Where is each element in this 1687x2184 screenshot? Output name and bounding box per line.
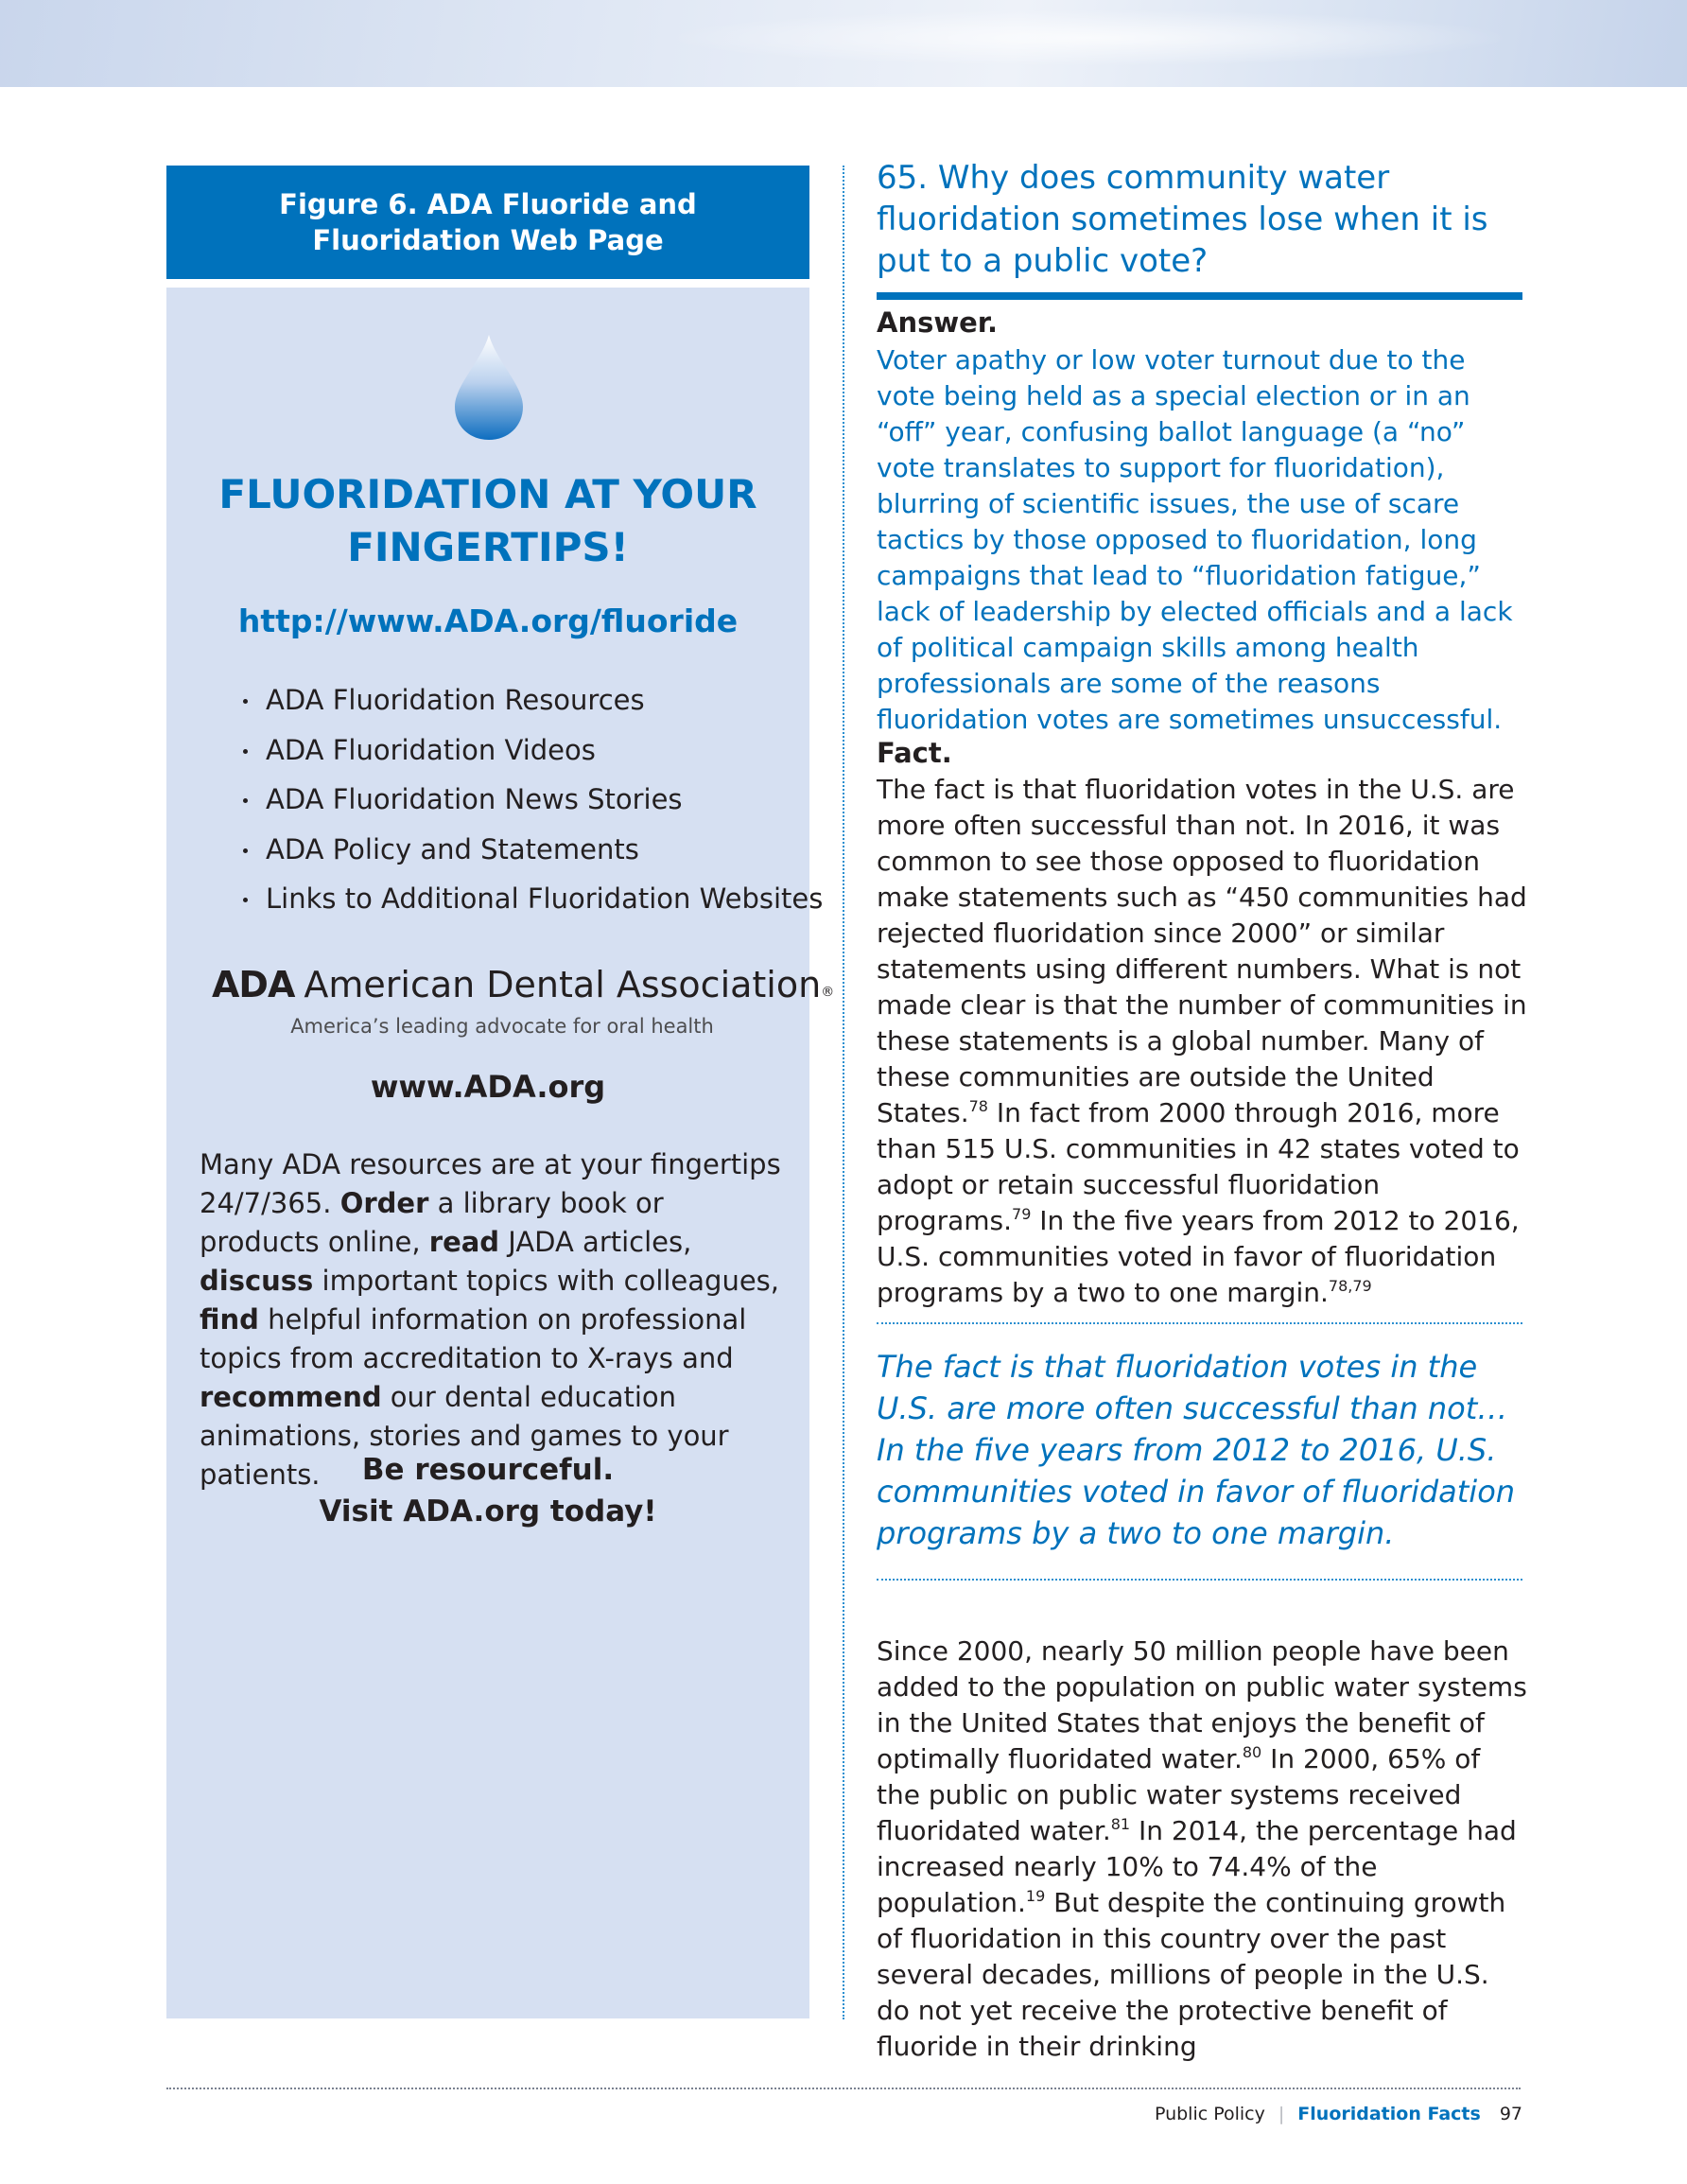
para-text: a library book or products online, — [200, 1187, 664, 1258]
figure-title-line-1: Figure 6. ADA Fluoride and — [279, 188, 697, 220]
pull-quote-rule-bottom — [877, 1579, 1522, 1581]
fingertips-headline — [166, 468, 809, 574]
citation-ref: 19 — [1025, 1887, 1046, 1905]
figure-title-line-2: Fluoridation Web Page — [312, 224, 664, 256]
header-swoosh — [662, 9, 1513, 66]
citation-ref: 81 — [1110, 1815, 1131, 1833]
para-bold: read — [428, 1226, 500, 1258]
answer-label: Answer. — [877, 306, 998, 339]
cta-line-1: Be resourceful. — [361, 1453, 615, 1487]
fact-text — [877, 772, 1529, 1311]
ada-logo-registered: ® — [821, 985, 835, 1000]
footer-separator: | — [1278, 2104, 1285, 2124]
since-segment: But despite the continuing growth of fluoridation in this country over the past several decades, millions of people in the U.S. do not yet receive the protective benefit of fluoride in their drinking — [877, 1887, 1506, 2062]
fluoride-url-link[interactable]: http://www.ADA.org/fluoride — [237, 603, 739, 639]
question-heading: 65. Why does community water fluoridation sometimes lose when it is put to a public vote? — [877, 159, 1488, 280]
ada-resources-paragraph — [200, 1145, 791, 1494]
citation-ref: 79 — [1012, 1205, 1032, 1223]
para-text: JADA articles, — [499, 1226, 692, 1258]
ada-tagline: America’s leading advocate for oral health — [290, 1015, 714, 1038]
footer-publication: Fluoridation Facts — [1297, 2104, 1481, 2124]
since-segment: In 2014, the percentage had increased nearly 10% to 74.4% of the population. — [877, 1815, 1517, 1918]
para-bold: Order — [339, 1187, 429, 1219]
ada-logo-mark: ADA — [212, 964, 295, 1005]
since-segment: Since 2000, nearly 50 million people have been added to the population on public water systems in the United States that enjoys the benefit of optimally fluoridated water. — [877, 1635, 1527, 1774]
answer-text: Voter apathy or low voter turnout due to the vote being held as a special election or in an “off” year, confusing ballot language (a “no” vote translates to support for fluoridation), blurring of scientific issues, the use of scare tactics by those opposed to fluoridation, long campaigns that lead to “fluoridation fatigue,” lack of leadership by elected officials and a lack of political campaign skills among health professionals are some of the reasons fluoridation votes are sometimes unsuccessful. — [877, 344, 1513, 735]
header-band — [0, 0, 1687, 87]
pull-quote: The fact is that fluoridation votes in the U.S. are more often successful than not…In the five years from 2012 to 2016, U.S. communities voted in favor of fluoridation programs by a two to one margin. — [877, 1349, 1516, 1551]
para-bold: recommend — [200, 1381, 382, 1413]
resource-item[interactable]: ADA Policy and Statements — [241, 825, 790, 875]
figure-title — [166, 166, 809, 279]
fingertips-headline-line-2: FINGERTIPS! — [347, 524, 629, 570]
footer-divider — [166, 2088, 1521, 2089]
resource-item[interactable]: Links to Additional Fluoridation Websites — [241, 874, 790, 924]
cta-line-2: Visit ADA.org today! — [319, 1494, 657, 1529]
column-divider — [843, 166, 844, 2019]
ada-logo — [212, 961, 835, 1008]
fact-segment: In fact from 2000 through 2016, more than 515 U.S. communities in 42 states voted to adopt or retain successful fluoridation programs. — [877, 1097, 1520, 1236]
para-text: important topics with colleagues, — [313, 1265, 780, 1297]
since-2000-text — [877, 1634, 1529, 2065]
page-number: 97 — [1499, 2104, 1522, 2124]
ada-logo-name: American Dental Association — [304, 964, 822, 1005]
fingertips-headline-line-1: FLUORIDATION AT YOUR — [218, 471, 757, 517]
fact-segment: In the five years from 2012 to 2016, U.S. communities voted in favor of fluoridation programs by a two to one margin. — [877, 1205, 1520, 1308]
question-rule — [877, 292, 1522, 300]
resource-list — [241, 675, 824, 924]
para-bold: find — [200, 1303, 259, 1336]
page-footer — [946, 2100, 1522, 2128]
citation-ref: 80 — [1242, 1743, 1262, 1761]
para-bold: discuss — [200, 1265, 314, 1297]
para-text: our dental education animations, stories and games to your patients. — [200, 1381, 729, 1491]
resource-item[interactable]: ADA Fluoridation Resources — [241, 675, 790, 725]
para-text: helpful information on professional topics from accreditation to X-rays and — [200, 1303, 747, 1374]
ada-site-link[interactable]: www.ADA.org — [370, 1069, 606, 1105]
footer-section: Public Policy — [1154, 2104, 1265, 2124]
resource-item[interactable]: ADA Fluoridation News Stories — [241, 775, 790, 825]
fact-segment: The fact is that fluoridation votes in the U.S. are more often successful than not. In 2016, it was common to see those opposed to fluoridation make statements such as “450 communities had rejected fluoridation since 2000” or similar statements using different numbers. What is not made clear is that the number of communities in these statements is a global number. Many of these communities are outside the United States. — [877, 774, 1527, 1128]
citation-ref: 78 — [968, 1097, 988, 1115]
since-segment: In 2000, 65% of the public on public water systems received fluoridated water. — [877, 1743, 1481, 1846]
resource-item[interactable]: ADA Fluoridation Videos — [241, 725, 790, 776]
pull-quote-rule-top — [877, 1322, 1522, 1324]
ada-call-to-action — [166, 1449, 809, 1532]
water-drop-icon — [453, 333, 525, 442]
para-text: Many ADA resources are at your fingertips 24/7/365. — [200, 1148, 781, 1219]
citation-ref: 78,79 — [1328, 1277, 1372, 1295]
fact-label: Fact. — [877, 737, 952, 769]
